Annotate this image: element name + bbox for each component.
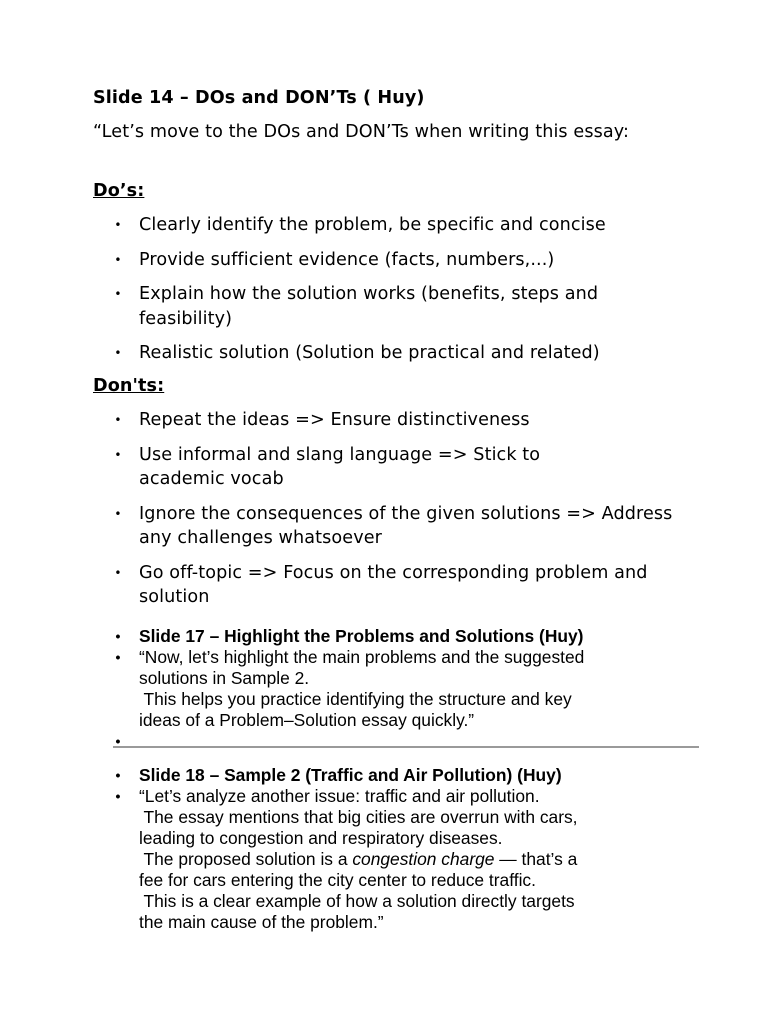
congestion-charge-term: congestion charge bbox=[352, 849, 495, 869]
dos-heading: Do’s: bbox=[93, 181, 145, 201]
bullet-icon: • bbox=[114, 218, 122, 232]
bullet-icon: • bbox=[114, 346, 122, 360]
list-item bbox=[113, 626, 673, 647]
list-item: • “Now, let’s highlight the main problems and the suggested solutions in Sample 2. This helps you practice identifying the structure and key ideas of a Problem–Solution essay quickly.” bbox=[113, 647, 673, 731]
list-item: • Use informal and slang language => Stick to academic vocab bbox=[114, 444, 541, 489]
list-item bbox=[113, 765, 673, 786]
list-item: • Explain how the solution works (benefits, steps and feasibility) bbox=[114, 284, 599, 329]
bullet-icon: • bbox=[115, 733, 121, 749]
bullet-icon: • bbox=[114, 506, 122, 521]
slide18-block bbox=[113, 765, 673, 933]
dos-list bbox=[113, 213, 693, 366]
bullet-icon: • bbox=[115, 788, 121, 804]
bullet-icon: • bbox=[114, 413, 122, 427]
list-item: • Go off-topic => Focus on the corresponding problem and solution bbox=[114, 562, 648, 607]
list-item: • Ignore the consequences of the given solutions => Address any challenges whatsoever bbox=[114, 503, 673, 548]
list-item: • Realistic solution (Solution be practical and related) bbox=[113, 341, 693, 366]
donts-heading: Don'ts: bbox=[93, 376, 165, 396]
slide18-title: Slide 18 – Sample 2 (Traffic and Air Pollution) (Huy) bbox=[139, 765, 562, 785]
bullet-icon: • bbox=[114, 565, 122, 580]
bullet-icon: • bbox=[115, 649, 121, 665]
slide14-title: Slide 14 – DOs and DON’Ts ( Huy) bbox=[93, 88, 425, 108]
list-item bbox=[113, 731, 673, 752]
list-item: • Repeat the ideas => Ensure distinctiveness bbox=[113, 408, 693, 433]
horizontal-rule bbox=[113, 746, 699, 748]
bullet-icon: • bbox=[115, 767, 121, 783]
bullet-icon: • bbox=[114, 287, 122, 301]
bullet-icon: • bbox=[115, 628, 121, 644]
list-item: • “Let’s analyze another issue: traffic and air pollution. The essay mentions that big cities are overrun with cars, leading to congestion and respiratory diseases. The proposed solution is a congestion charge — that’s a fee for cars entering the city center to reduce traffic. This is a clear example of how a solution directly targets the main cause of the problem.” bbox=[113, 786, 673, 933]
slide17-title: Slide 17 – Highlight the Problems and Solutions (Huy) bbox=[139, 626, 584, 646]
donts-list bbox=[113, 408, 693, 610]
list-item: • Clearly identify the problem, be specific and concise bbox=[113, 213, 693, 238]
bullet-icon: • bbox=[114, 447, 122, 462]
bullet-icon: • bbox=[114, 252, 122, 267]
list-item: • Provide sufficient evidence (facts, numbers,...) bbox=[113, 248, 693, 273]
slide17-block bbox=[113, 626, 673, 752]
slide14-intro-quote: “Let’s move to the DOs and DON’Ts when writing this essay: bbox=[93, 122, 629, 142]
